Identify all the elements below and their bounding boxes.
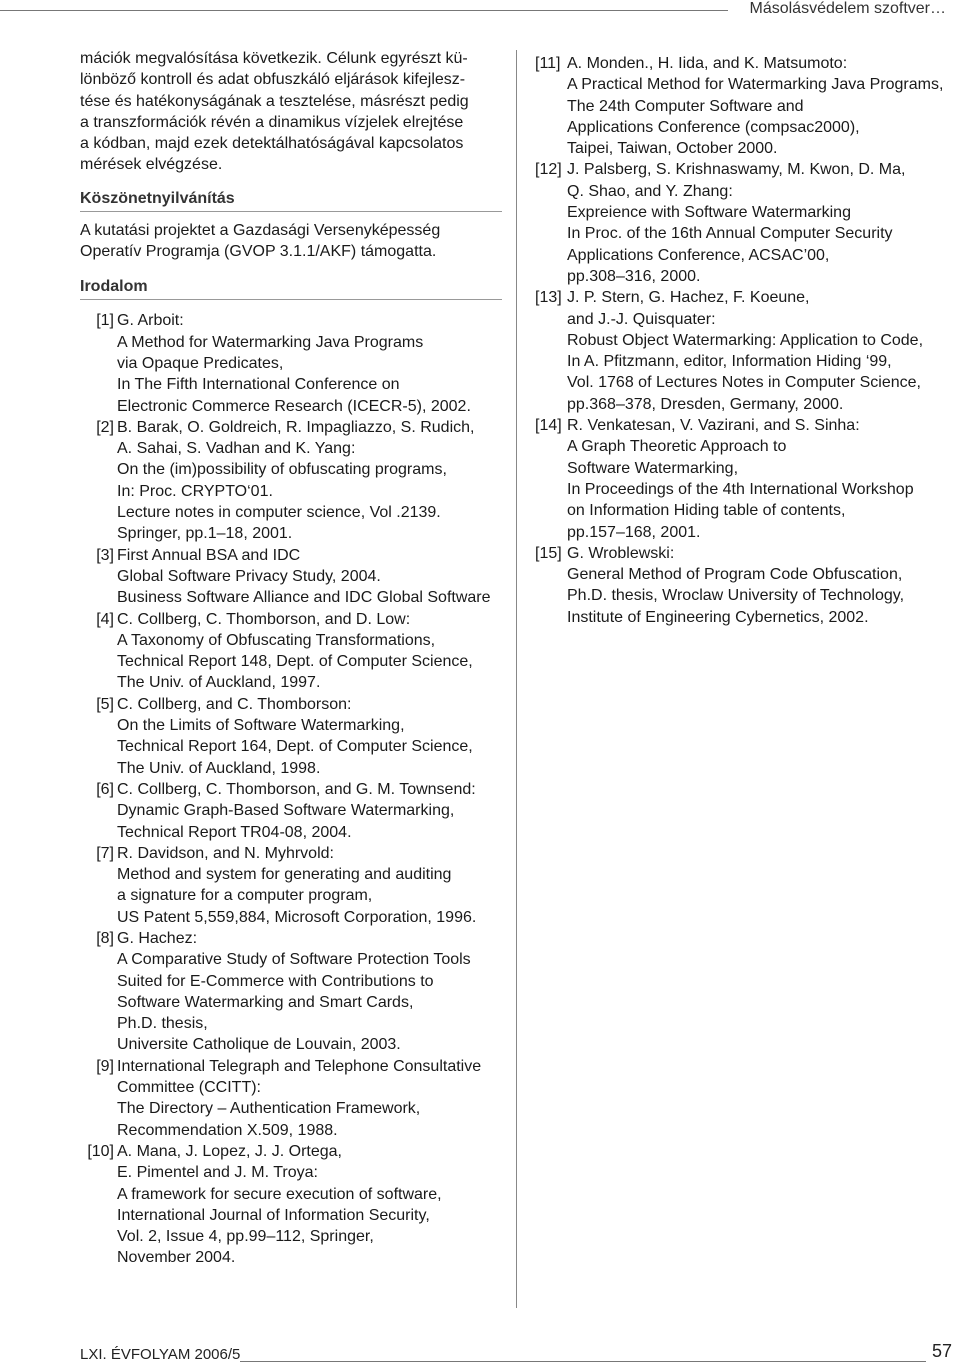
reference-item (80, 545, 510, 609)
text-line: A. Monden., H. Iida, and K. Matsumoto: (567, 55, 848, 72)
reference-item (80, 1056, 510, 1141)
text-line: Springer, pp.1–18, 2001. (117, 525, 293, 543)
text-line: via Opaque Predicates, (117, 354, 284, 372)
text-line: G. Hachez: (117, 929, 198, 947)
reference-item (80, 779, 510, 843)
references-title: Irodalom (80, 278, 502, 300)
text-line: tése és hatékonyságának a tesztelése, másrészt pedig (80, 92, 469, 110)
text-line: Vol. 1768 of Lectures Notes in Computer Science, (567, 374, 921, 392)
text-line: Robust Object Watermarking: Application to Code, (567, 331, 924, 349)
reference-number: [6] (96, 780, 114, 798)
text-line: J. Palsberg, S. Krishnaswamy, M. Kwon, D. Ma, (567, 161, 906, 179)
reference-item (535, 543, 955, 628)
text-line: G. Arboit: (117, 312, 184, 330)
reference-item (535, 287, 955, 415)
text-line: In The Fifth International Conference on (117, 376, 400, 394)
footer-rule (240, 1361, 926, 1362)
reference-item (80, 928, 510, 1056)
text-line: US Patent 5,559,884, Microsoft Corporation, 1996. (117, 908, 477, 926)
reference-item (80, 310, 510, 416)
text-line: pp.157–168, 2001. (567, 523, 701, 541)
text-line: a kódban, majd ezek detektálhatóságával kapcsolatos (80, 135, 464, 153)
references-list-right (535, 53, 955, 628)
text-line: On the Limits of Software Watermarking, (117, 717, 405, 735)
reference-item (80, 417, 510, 545)
reference-number: [15] (535, 544, 562, 562)
reference-item (80, 694, 510, 779)
text-line: Software Watermarking, (567, 459, 739, 477)
text-line: mérések elvégzése. (80, 156, 223, 174)
text-line: The 24th Computer Software and (567, 97, 804, 115)
reference-number: [9] (96, 1057, 114, 1075)
text-line: J. P. Stern, G. Hachez, F. Koeune, (567, 289, 810, 307)
running-header: Másolásvédelem szoftver… (749, 0, 946, 17)
text-line: International Telegraph and Telephone Consultative (117, 1057, 482, 1075)
text-line: Lecture notes in computer science, Vol .2139. (117, 504, 441, 522)
intro-paragraph (80, 48, 510, 176)
text-line: G. Wroblewski: (567, 544, 675, 562)
text-line: Suited for E-Commerce with Contributions to (117, 972, 434, 990)
text-line: The Univ. of Auckland, 1997. (117, 674, 321, 692)
text-line: A. Sahai, S. Vadhan and K. Yang: (117, 440, 356, 458)
text-line: A. Mana, J. Lopez, J. J. Ortega, (117, 1142, 342, 1160)
right-column (535, 53, 955, 628)
left-column (80, 48, 510, 1269)
reference-number: [4] (96, 610, 114, 628)
page-number: 57 (931, 1341, 952, 1361)
text-line: mációk megvalósítása következik. Célunk egyrészt kü- (80, 50, 468, 67)
reference-number: [11] (535, 55, 561, 72)
text-line: C. Collberg, C. Thomborson, and D. Low: (117, 610, 411, 628)
text-line: Taipei, Taiwan, October 2000. (567, 140, 778, 158)
reference-number: [13] (535, 289, 562, 307)
text-line: a transzformációk révén a dinamikus vízjelek elrejtése (80, 113, 464, 131)
acknowledgement-title: Köszönetnyilvánítás (80, 190, 502, 212)
text-line: Technical Report 164, Dept. of Computer Science, (117, 738, 473, 756)
text-line: Expreience with Software Watermarking (567, 204, 851, 222)
text-line: A kutatási projektet a Gazdasági Versenyképesség (80, 221, 441, 239)
reference-number: [7] (96, 844, 114, 862)
text-line: A Comparative Study of Software Protection Tools (117, 951, 471, 969)
text-line: on Information Hiding table of contents, (567, 502, 846, 520)
text-line: Technical Report TR04-08, 2004. (117, 823, 352, 841)
text-line: B. Barak, O. Goldreich, R. Impagliazzo, S. Rudich, (117, 418, 475, 436)
text-line: On the (im)possibility of obfuscating programs, (117, 461, 447, 479)
reference-item (80, 843, 510, 928)
text-line: C. Collberg, and C. Thomborson: (117, 695, 352, 713)
text-line: Electronic Commerce Research (ICECR-5), 2002. (117, 397, 471, 415)
reference-item (535, 415, 955, 543)
text-line: A Graph Theoretic Approach to (567, 438, 787, 456)
column-divider (516, 50, 517, 1308)
reference-number: [3] (96, 546, 114, 564)
reference-number: [2] (96, 418, 114, 436)
text-line: Global Software Privacy Study, 2004. (117, 567, 381, 585)
header-rule (0, 10, 728, 11)
text-line: pp.368–378, Dresden, Germany, 2000. (567, 395, 844, 413)
references-list-left (80, 310, 510, 1268)
reference-item (535, 53, 955, 159)
text-line: Institute of Engineering Cybernetics, 2002. (567, 608, 869, 626)
reference-number: [5] (96, 695, 114, 713)
text-line: and J.-J. Quisquater: (567, 310, 716, 328)
text-line: A Taxonomy of Obfuscating Transformations, (117, 631, 436, 649)
reference-number: [8] (96, 929, 114, 947)
text-line: Operatív Programja (GVOP 3.1.1/AKF) támogatta. (80, 243, 437, 261)
reference-item (80, 609, 510, 694)
reference-number: [14] (535, 417, 562, 435)
text-line: pp.308–316, 2000. (567, 267, 701, 285)
text-line: A framework for secure execution of software, (117, 1185, 442, 1203)
text-line: The Univ. of Auckland, 1998. (117, 759, 321, 777)
text-line: The Directory – Authentication Framework, (117, 1100, 421, 1118)
text-line: In Proceedings of the 4th International Workshop (567, 480, 914, 498)
text-line: Business Software Alliance and IDC Global Software (117, 589, 491, 607)
reference-number: [1] (96, 312, 114, 330)
text-line: Universite Catholique de Louvain, 2003. (117, 1036, 401, 1054)
text-line: R. Venkatesan, V. Vazirani, and S. Sinha: (567, 417, 860, 435)
text-line: Software Watermarking and Smart Cards, (117, 993, 414, 1011)
text-line: Ph.D. thesis, Wroclaw University of Technology, (567, 587, 905, 605)
text-line: E. Pimentel and J. M. Troya: (117, 1164, 318, 1182)
text-line: R. Davidson, and N. Myhrvold: (117, 844, 334, 862)
text-line: First Annual BSA and IDC (117, 546, 301, 564)
text-line: Vol. 2, Issue 4, pp.99–112, Springer, (117, 1228, 374, 1246)
text-line: In: Proc. CRYPTO‘01. (117, 482, 273, 500)
text-line: A Practical Method for Watermarking Java Programs, (567, 76, 944, 94)
footer-volume: LXI. ÉVFOLYAM 2006/5 (80, 1346, 241, 1363)
text-line: Technical Report 148, Dept. of Computer Science, (117, 653, 473, 671)
text-line: In A. Pfitzmann, editor, Information Hiding ‘99, (567, 353, 892, 371)
text-line: Dynamic Graph-Based Software Watermarking, (117, 802, 455, 820)
acknowledgement-text (80, 220, 510, 263)
text-line: In Proc. of the 16th Annual Computer Security (567, 225, 893, 243)
reference-number: [12] (535, 161, 562, 179)
text-line: Recommendation X.509, 1988. (117, 1121, 338, 1139)
text-line: Q. Shao, and Y. Zhang: (567, 182, 733, 200)
reference-item (80, 1141, 510, 1269)
text-line: Applications Conference (compsac2000), (567, 118, 860, 136)
text-line: Applications Conference, ACSAC’00, (567, 246, 830, 264)
text-line: Ph.D. thesis, (117, 1015, 208, 1033)
reference-item (535, 159, 955, 287)
text-line: General Method of Program Code Obfuscation, (567, 566, 903, 584)
text-line: International Journal of Information Security, (117, 1206, 430, 1224)
text-line: November 2004. (117, 1249, 236, 1267)
reference-number: [10] (87, 1142, 114, 1160)
text-line: A Method for Watermarking Java Programs (117, 333, 424, 351)
text-line: C. Collberg, C. Thomborson, and G. M. Townsend: (117, 780, 476, 798)
text-line: Committee (CCITT): (117, 1079, 261, 1097)
text-line: a signature for a computer program, (117, 887, 373, 905)
text-line: Method and system for generating and auditing (117, 866, 452, 884)
text-line: lönböző kontroll és adat obfuszkáló eljárások kifejlesz- (80, 71, 466, 89)
